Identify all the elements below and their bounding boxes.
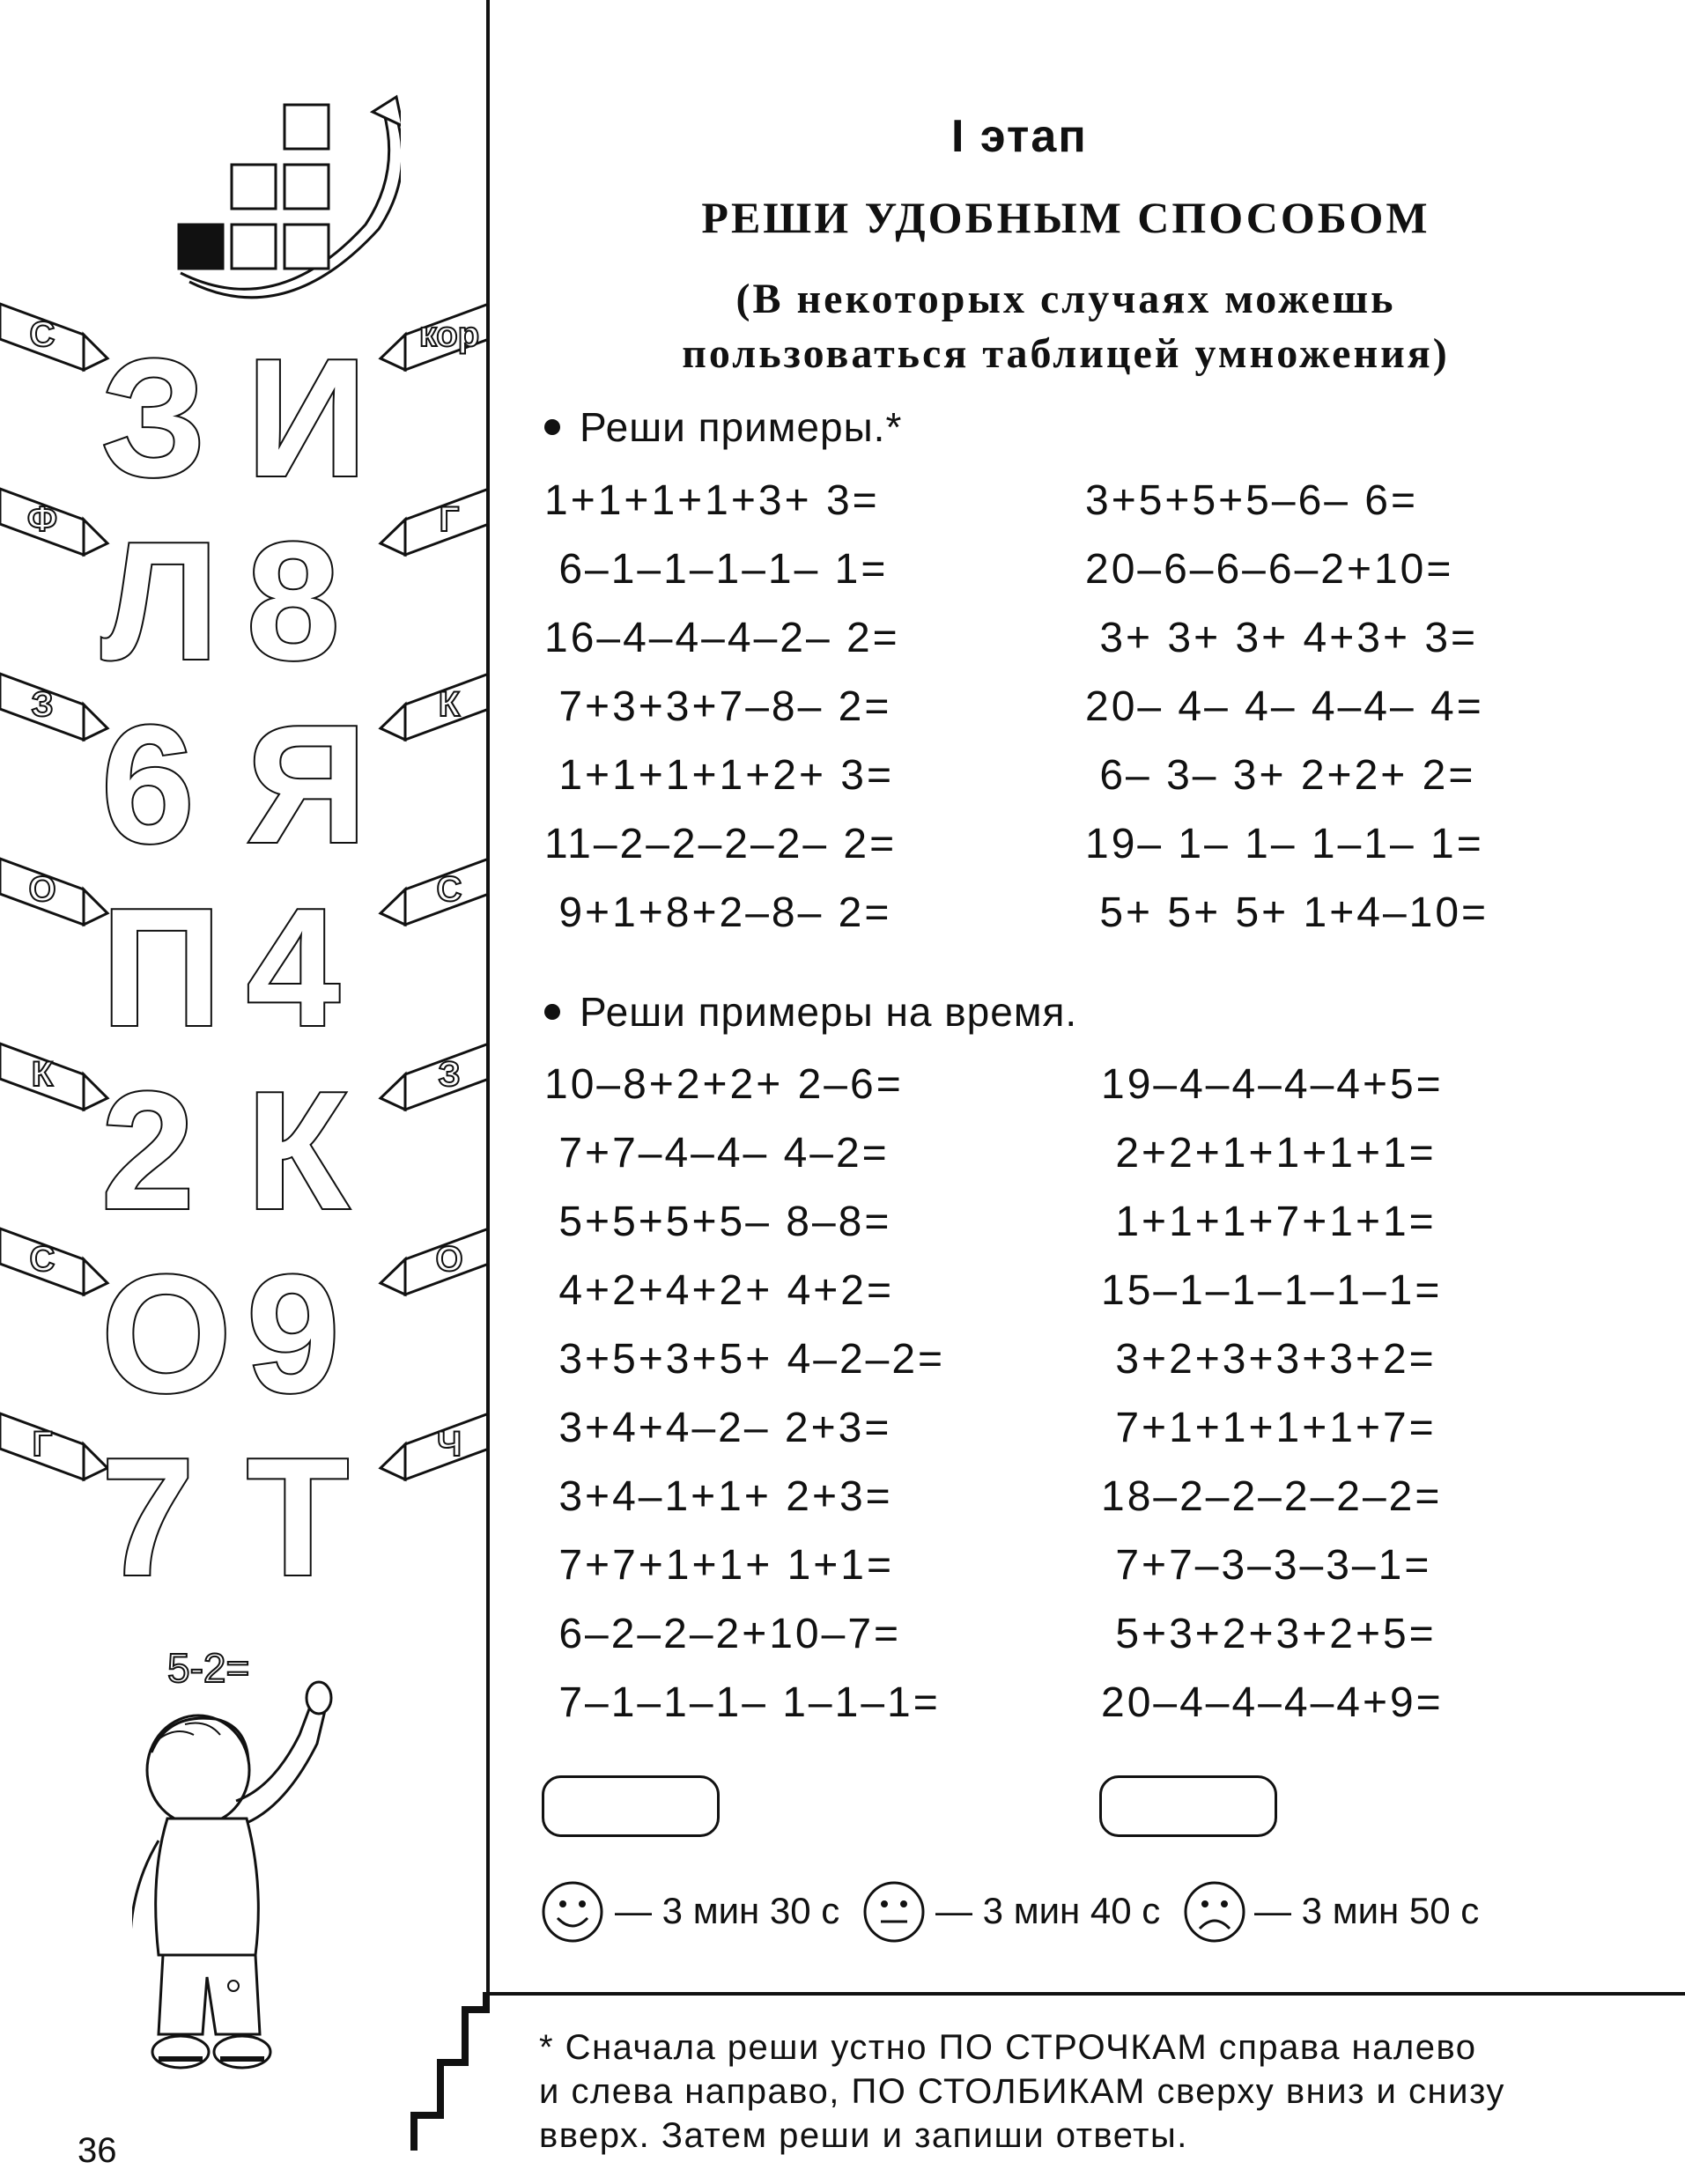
pencil-icon: [381, 1044, 489, 1110]
subheading-line-1: (В некоторых случаях можешь: [735, 276, 1396, 322]
math-expression: 5+5+5+5– 8–8=: [544, 1199, 892, 1245]
footnote-line-3: вверх. Затем реши и запиши ответы.: [539, 2116, 1188, 2155]
big-outlined-character: П: [101, 874, 222, 1061]
math-expression: 11–2–2–2–2– 2=: [544, 821, 898, 867]
math-expression: 7+3+3+7–8– 2=: [544, 683, 892, 730]
pencil-icon: [0, 1228, 107, 1295]
math-expression: 7+1+1+1+1+7=: [1101, 1405, 1437, 1451]
big-outlined-character: 2: [101, 1058, 195, 1244]
pencil-icon: [0, 489, 107, 555]
boy-writing-illustration: [132, 1638, 344, 2087]
math-expression: 3+ 3+ 3+ 4+3+ 3=: [1085, 615, 1479, 661]
math-expression: 1+1+1+1+2+ 3=: [544, 752, 895, 799]
pencil-label: З: [438, 1055, 461, 1094]
timing-3: — 3 мин 50 с: [1254, 1890, 1480, 1931]
big-outlined-character: 6: [101, 691, 195, 878]
staircase-arrow-icon: [172, 92, 401, 313]
pencil-icon: [381, 304, 489, 370]
sad-face-icon: [1182, 1879, 1247, 1944]
pencil-label: О: [435, 1240, 463, 1279]
time-answer-box-right[interactable]: [1099, 1775, 1277, 1837]
big-outlined-character: О: [101, 1241, 232, 1428]
math-expression: 15–1–1–1–1–1=: [1101, 1267, 1443, 1314]
pencil-label: З: [31, 685, 54, 724]
pencil-icon: [381, 489, 489, 555]
math-expression: 1+1+1+7+1+1=: [1101, 1199, 1437, 1245]
pencil-icon: [0, 1044, 107, 1110]
big-outlined-character: 9: [247, 1241, 340, 1428]
bullet-icon: [544, 1004, 560, 1020]
big-outlined-character: 4: [247, 874, 340, 1061]
math-expression: 3+2+3+3+3+2=: [1101, 1336, 1437, 1383]
right-pencils: [370, 295, 489, 1510]
math-expression: 7–1–1–1– 1–1–1=: [544, 1679, 941, 1726]
math-expression: 19– 1– 1– 1–1– 1=: [1085, 821, 1484, 867]
big-outlined-character: И: [247, 325, 367, 512]
pencil-label: кор: [418, 315, 480, 354]
big-outlined-character: 8: [247, 508, 340, 695]
pencil-icon: [0, 1413, 107, 1479]
math-expression: 3+4+4–2– 2+3=: [544, 1405, 892, 1451]
page-number: 36: [78, 2131, 117, 2170]
timing-2: — 3 мин 40 с: [935, 1890, 1161, 1931]
section2-title: [544, 988, 1077, 1036]
math-expression: 19–4–4–4–4+5=: [1101, 1061, 1444, 1108]
pencil-icon: [0, 304, 107, 370]
math-expression: 18–2–2–2–2–2=: [1101, 1473, 1443, 1520]
happy-face-icon: [540, 1879, 605, 1944]
pencil-icon: [381, 674, 489, 740]
math-expression: 6– 3– 3+ 2+2+ 2=: [1085, 752, 1476, 799]
math-expression: 6–1–1–1–1– 1=: [544, 546, 889, 593]
pencil-label: С: [29, 315, 55, 354]
math-expression: 2+2+1+1+1+1=: [1101, 1130, 1437, 1177]
footnote: [539, 2025, 1640, 2158]
pencil-icon: [381, 1228, 489, 1295]
big-outlined-character: К: [247, 1058, 349, 1244]
big-outlined-character: З: [101, 325, 207, 512]
math-expression: 5+ 5+ 5+ 1+4–10=: [1085, 889, 1489, 936]
math-expression: 6–2–2–2+10–7=: [544, 1611, 902, 1657]
math-expression: 7+7+1+1+ 1+1=: [544, 1542, 895, 1589]
section1-title: [544, 403, 902, 451]
column-divider: [486, 0, 490, 1992]
pencil-label: Г: [439, 500, 460, 539]
pencil-label: С: [29, 1240, 55, 1279]
pencil-label: К: [438, 685, 461, 724]
footnote-line-2: и слева направо, ПО СТОЛБИКАМ сверху вниз и снизу: [539, 2072, 1505, 2111]
big-outlined-character: Я: [247, 691, 367, 878]
stage-title: I этап: [951, 111, 1088, 162]
math-expression: 20–4–4–4–4+9=: [1101, 1679, 1444, 1726]
section2-title-text: Реши примеры на время.: [580, 989, 1078, 1035]
math-expression: 1+1+1+1+3+ 3=: [544, 477, 880, 524]
math-expression: 20–6–6–6–2+10=: [1085, 546, 1454, 593]
footnote-divider: [486, 1992, 1685, 1996]
pencil-icon: [0, 674, 107, 740]
math-expression: 9+1+8+2–8– 2=: [544, 889, 892, 936]
footnote-line-1: * Сначала реши устно ПО СТРОЧКАМ справа налево: [539, 2028, 1477, 2067]
math-expression: 10–8+2+2+ 2–6=: [544, 1061, 904, 1108]
math-expression: 20– 4– 4– 4–4– 4=: [1085, 683, 1484, 730]
section1-title-text: Реши примеры.*: [580, 404, 903, 450]
pencil-label: Ч: [436, 1425, 462, 1464]
neutral-face-icon: [861, 1879, 927, 1944]
left-decorative-panel: [0, 0, 490, 2114]
bullet-icon: [544, 419, 560, 435]
pencil-label: О: [28, 870, 56, 909]
timing-1: — 3 мин 30 с: [615, 1890, 840, 1931]
big-outlined-character: Л: [101, 508, 219, 695]
math-expression: 5+3+2+3+2+5=: [1101, 1611, 1437, 1657]
pencil-label: К: [31, 1055, 54, 1094]
time-answer-box-left[interactable]: [542, 1775, 720, 1837]
math-expression: 7+7–4–4– 4–2=: [544, 1130, 890, 1177]
pencil-label: Ф: [26, 500, 58, 539]
pencil-icon: [0, 859, 107, 925]
math-expression: 3+5+5+5–6– 6=: [1085, 477, 1419, 524]
page-heading: РЕШИ УДОБНЫМ СПОСОБОМ: [701, 193, 1430, 242]
pencil-label: Г: [32, 1425, 53, 1464]
big-outlined-character: Т: [247, 1424, 350, 1611]
pencil-icon: [381, 1413, 489, 1479]
math-expression: 4+2+4+2+ 4+2=: [544, 1267, 895, 1314]
board-text: 5-2=: [167, 1645, 250, 1691]
pencil-icon: [381, 859, 489, 925]
math-expression: 7+7–3–3–3–1=: [1101, 1542, 1432, 1589]
subheading-line-2: пользоваться таблицей умножения): [682, 330, 1450, 377]
pencil-label: С: [436, 870, 462, 909]
big-outlined-character: 7: [101, 1424, 195, 1611]
math-expression: 3+4–1+1+ 2+3=: [544, 1473, 893, 1520]
stair-steps: [388, 1992, 493, 2151]
left-pencils: [0, 295, 115, 1510]
math-expression: 3+5+3+5+ 4–2–2=: [544, 1336, 946, 1383]
math-expression: 16–4–4–4–2– 2=: [544, 615, 900, 661]
